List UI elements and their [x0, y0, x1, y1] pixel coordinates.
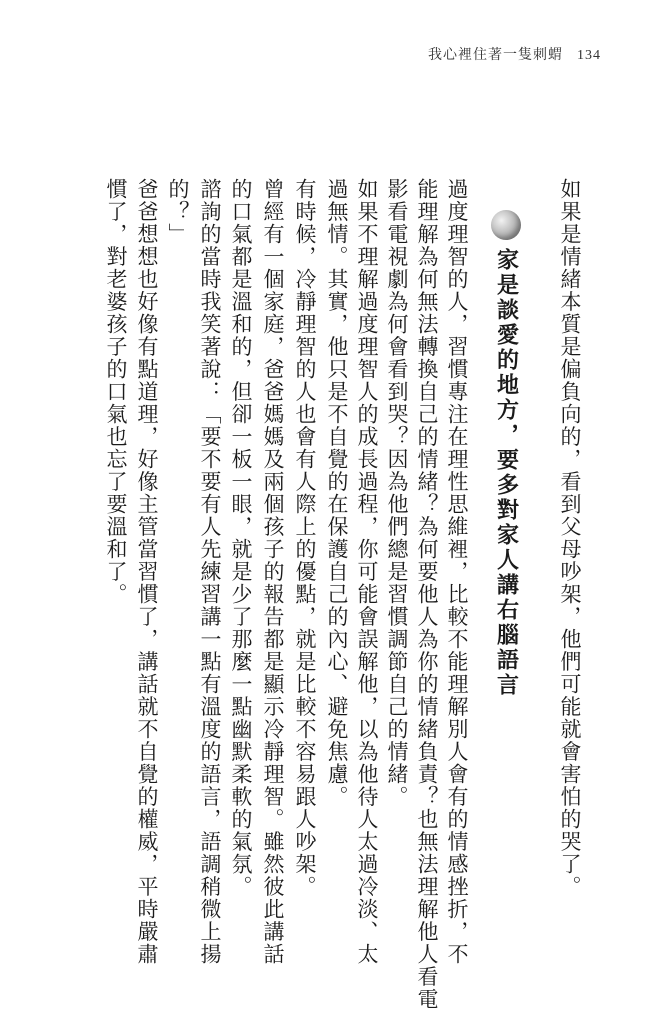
- section-heading-text: 家是談愛的地方，要多對家人講右腦語言: [493, 248, 519, 698]
- bullet-disc-icon: [491, 210, 521, 240]
- text-column-4: 影看電視劇為何會看到哭？因為他們總是習慣調節自己的情緒。: [385, 178, 409, 808]
- text-column-13: 慣了，對老婆孩子的口氣也忘了要溫和了。: [104, 178, 128, 606]
- section-heading: [486, 210, 526, 698]
- text-column-2: 過度理智的人，習慣專注在理性思維裡，比較不能理解別人會有的情感挫折，不: [445, 178, 469, 966]
- text-column-9: 的口氣都是溫和的，但卻一板一眼，就是少了那麼一點幽默柔軟的氣氛。: [229, 178, 253, 898]
- text-column-12: 爸爸想想也好像有點道理，好像主管當習慣了，講話就不自覺的權威，平時嚴肅: [135, 178, 159, 966]
- text-column-7: 有時候，冷靜理智的人也會有人際上的優點，就是比較不容易跟人吵架。: [293, 178, 317, 898]
- text-column-11: 的？」: [166, 178, 190, 246]
- text-column-1: 如果是情緒本質是偏負向的，看到父母吵架，他們可能就會害怕的哭了。: [558, 178, 582, 898]
- page-number: 134: [577, 48, 601, 63]
- book-title: 我心裡住著一隻刺蝟: [428, 47, 563, 63]
- text-column-10: 諮詢的當時我笑著說：「要不要有人先練習講一點有溫度的語言，語調稍微上揚: [198, 178, 222, 966]
- running-header: [428, 44, 601, 64]
- text-column-6: 過無情。其實，他只是不自覺的在保護自己的內心、避免焦慮。: [325, 178, 349, 808]
- text-column-5: 如果不理解過度理智人的成長過程，你可能會誤解他，以為他待人太過冷淡、太: [355, 178, 379, 966]
- text-column-8: 曾經有一個家庭，爸爸媽媽及兩個孩子的報告都是顯示冷靜理智。雖然彼此講話: [261, 178, 285, 966]
- text-column-3: 能理解為何無法轉換自己的情緒？為何要他人為你的情緒負責？也無法理解他人看電: [415, 178, 439, 1011]
